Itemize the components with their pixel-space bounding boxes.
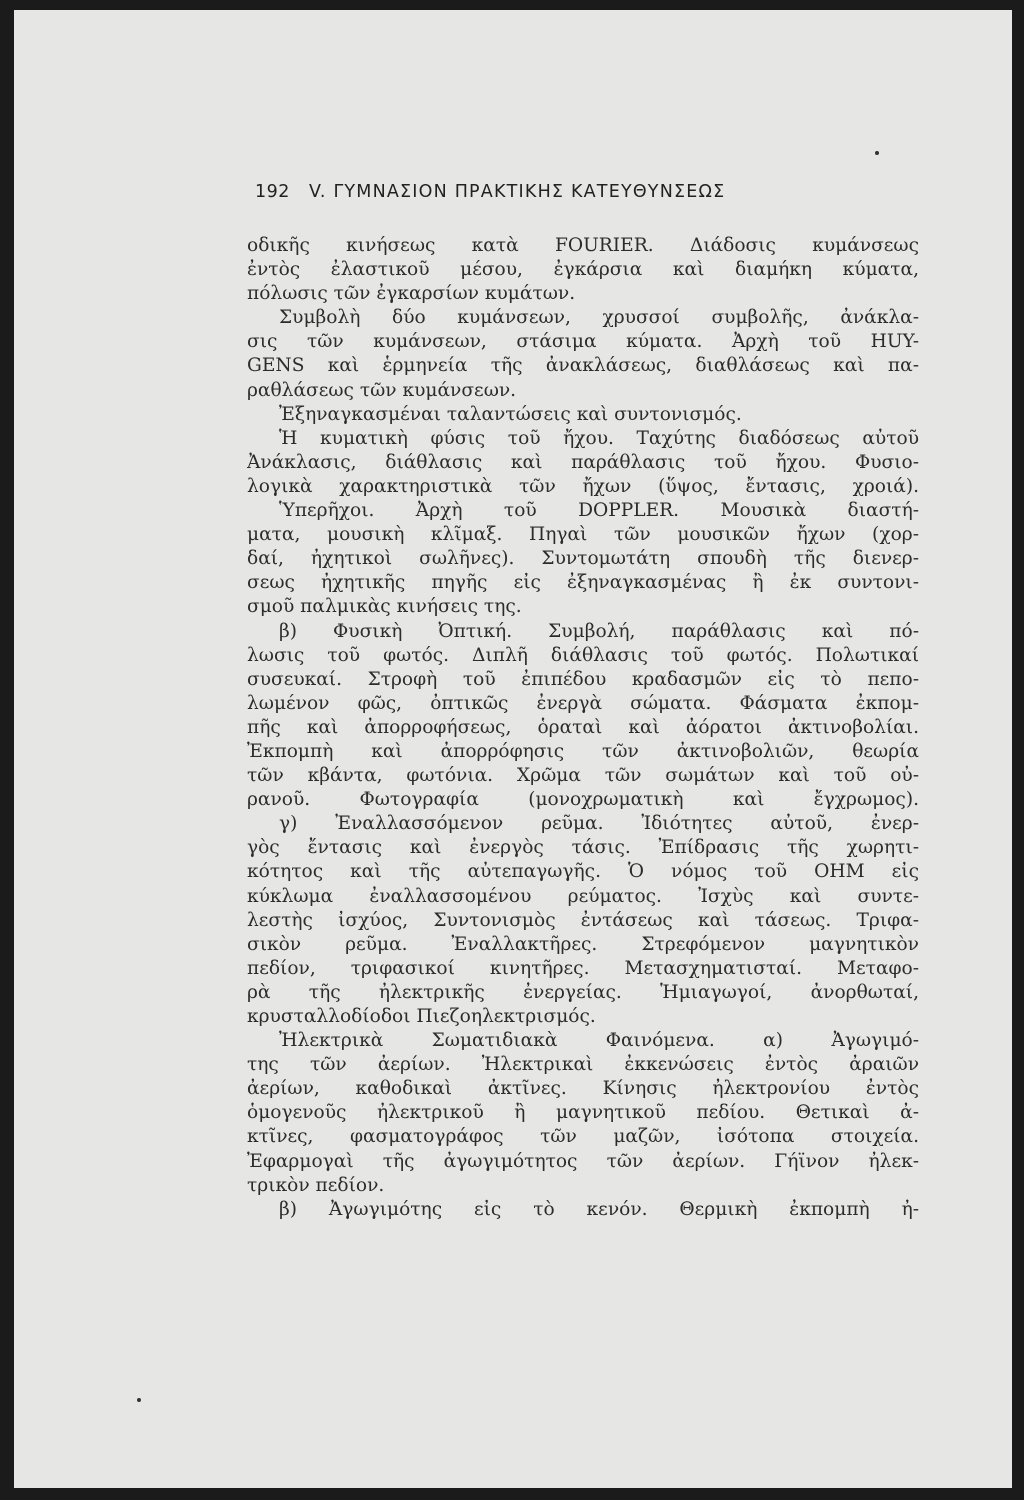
text-line: συσευκαί. Στροφὴ τοῦ ἐπιπέδου κραδασμῶν εἰς τὸ πεπο- [247, 668, 919, 690]
text-line: τρικὸν πεδίον. [247, 1174, 385, 1196]
text-line: κύκλωμα ἐναλλασσομένου ρεύματος. Ἰσχὺς καὶ συντε- [247, 885, 919, 907]
text-line: σμοῦ παλμικὰς κινήσεις της. [247, 596, 522, 618]
running-title: V. ΓΥΜΝΑΣΙΟΝ ΠΡΑΚΤΙΚΗΣ ΚΑΤΕΥΘΥΝΣΕΩΣ [309, 182, 726, 202]
text-line: ματα, μουσικὴ κλῖμαξ. Πηγαὶ τῶν μουσικῶν ἤχων (χορ- [247, 524, 919, 546]
text-line: κότητος καὶ τῆς αὐτεπαγωγῆς. Ὁ νόμος τοῦ OHM εἰς [247, 861, 919, 883]
text-line: οδικῆς κινήσεως κατὰ FOURIER. Διάδοσις κυμάνσεως [247, 235, 919, 256]
body-text [247, 234, 919, 1222]
text-line: σις τῶν κυμάνσεων, στάσιμα κύματα. Ἀρχὴ τοῦ HUY- [247, 331, 919, 353]
text-line: λωσις τοῦ φωτός. Διπλῆ διάθλασις τοῦ φωτός. Πολωτικαί [247, 644, 919, 666]
text-line: λογικὰ χαρακτηριστικὰ τῶν ἤχων (ὕψος, ἔντασις, χροιά). [247, 475, 919, 497]
text-line: ὁμογενοῦς ἠλεκτρικοῦ ἢ μαγνητικοῦ πεδίου. Θετικαὶ ἀ- [247, 1102, 919, 1124]
text-line: κρυσταλλοδίοδοι Πιεζοηλεκτρισμός. [247, 1006, 596, 1027]
text-line: Ὑπερῆχοι. Ἀρχὴ τοῦ DOPPLER. Μουσικὰ διαστή- [279, 500, 919, 522]
text-line: Ἐξηναγκασμέναι ταλαντώσεις καὶ συντονισμός. [279, 403, 742, 425]
text-line: ἀερίων, καθοδικαὶ ἀκτῖνες. Κίνησις ἠλεκτρονίου ἐντὸς [247, 1078, 919, 1100]
text-line: ἐντὸς ἐλαστικοῦ μέσου, ἐγκάρσια καὶ διαμήκη κύματα, [247, 259, 919, 281]
dot-mark [137, 1398, 141, 1402]
text-line: της τῶν ἀερίων. Ἠλεκτρικαὶ ἐκκενώσεις ἐντὸς ἀραιῶν [247, 1054, 919, 1076]
text-line: λωμένον φῶς, ὀπτικῶς ἐνεργὰ σώματα. Φάσματα ἐκπομ- [247, 692, 919, 714]
text-line: Ἠλεκτρικὰ Σωματιδιακὰ Φαινόμενα. α) Ἀγωγιμό- [279, 1030, 919, 1052]
text-line: β) Φυσικὴ Ὀπτική. Συμβολή, παράθλασις καὶ πό- [279, 620, 919, 642]
text-line: GENS καὶ ἑρμηνεία τῆς ἀνακλάσεως, διαθλάσεως καὶ πα- [247, 355, 919, 377]
text-line: γ) Ἐναλλασσόμενον ρεῦμα. Ἰδιότητες αὐτοῦ, ἐνερ- [279, 813, 919, 835]
running-header [255, 182, 855, 202]
text-line: πεδίον, τριφασικοί κινητῆρες. Μετασχηματισταί. Μεταφο- [247, 957, 919, 979]
page-number: 192 [255, 182, 290, 202]
book-page [14, 10, 1012, 1488]
text-line: τῶν κβάντα, φωτόνια. Χρῶμα τῶν σωμάτων καὶ τοῦ οὐ- [247, 765, 919, 787]
text-line: λεστὴς ἰσχύος, Συντονισμὸς ἐντάσεως καὶ τάσεως. Τριφα- [247, 909, 919, 931]
text-line: σεως ἠχητικῆς πηγῆς εἰς ἐξηναγκασμένας ἢ ἐκ συντονι- [247, 572, 919, 594]
text-line: δαί, ἠχητικοὶ σωλῆνες). Συντομωτάτη σπουδὴ τῆς διενερ- [247, 548, 919, 570]
text-line: ρανοῦ. Φωτογραφία (μονοχρωματικὴ καὶ ἔγχρωμος). [247, 789, 919, 811]
text-line: γὸς ἔντασις καὶ ἐνεργὸς τάσις. Ἐπίδρασις τῆς χωρητι- [247, 837, 919, 859]
text-line: β) Ἀγωγιμότης εἰς τὸ κενόν. Θερμικὴ ἐκπομπὴ ἠ- [279, 1198, 919, 1220]
text-line: ρὰ τῆς ἠλεκτρικῆς ἐνεργείας. Ἡμιαγωγοί, ἀνορθωταί, [247, 981, 919, 1003]
text-line: Ἡ κυματικὴ φύσις τοῦ ἤχου. Ταχύτης διαδόσεως αὐτοῦ [279, 427, 919, 449]
text-line: πόλωσις τῶν ἐγκαρσίων κυμάτων. [247, 283, 576, 305]
text-line: πῆς καὶ ἀπορροφήσεως, ὁραταὶ καὶ ἀόρατοι ἀκτινοβολίαι. [247, 716, 919, 738]
text-line: Ἐφαρμογαὶ τῆς ἀγωγιμότητος τῶν ἀερίων. Γήϊνον ἠλεκ- [247, 1150, 919, 1172]
text-line: Συμβολὴ δύο κυμάνσεων, χρυσσοί συμβολῆς, ἀνάκλα- [279, 307, 919, 329]
text-line: σικὸν ρεῦμα. Ἐναλλακτῆρες. Στρεφόμενον μαγνητικὸν [247, 933, 919, 955]
text-line: Ἀνάκλασις, διάθλασις καὶ παράθλασις τοῦ ἤχου. Φυσιο- [247, 451, 919, 473]
dot-mark [875, 151, 879, 155]
text-line: κτῖνες, φασματογράφος τῶν μαζῶν, ἰσότοπα στοιχεία. [247, 1126, 919, 1148]
text-line: Ἐκπομπὴ καὶ ἀπορρόφησις τῶν ἀκτινοβολιῶν, θεωρία [247, 740, 919, 762]
text-line: ραθλάσεως τῶν κυμάνσεων. [247, 379, 517, 401]
